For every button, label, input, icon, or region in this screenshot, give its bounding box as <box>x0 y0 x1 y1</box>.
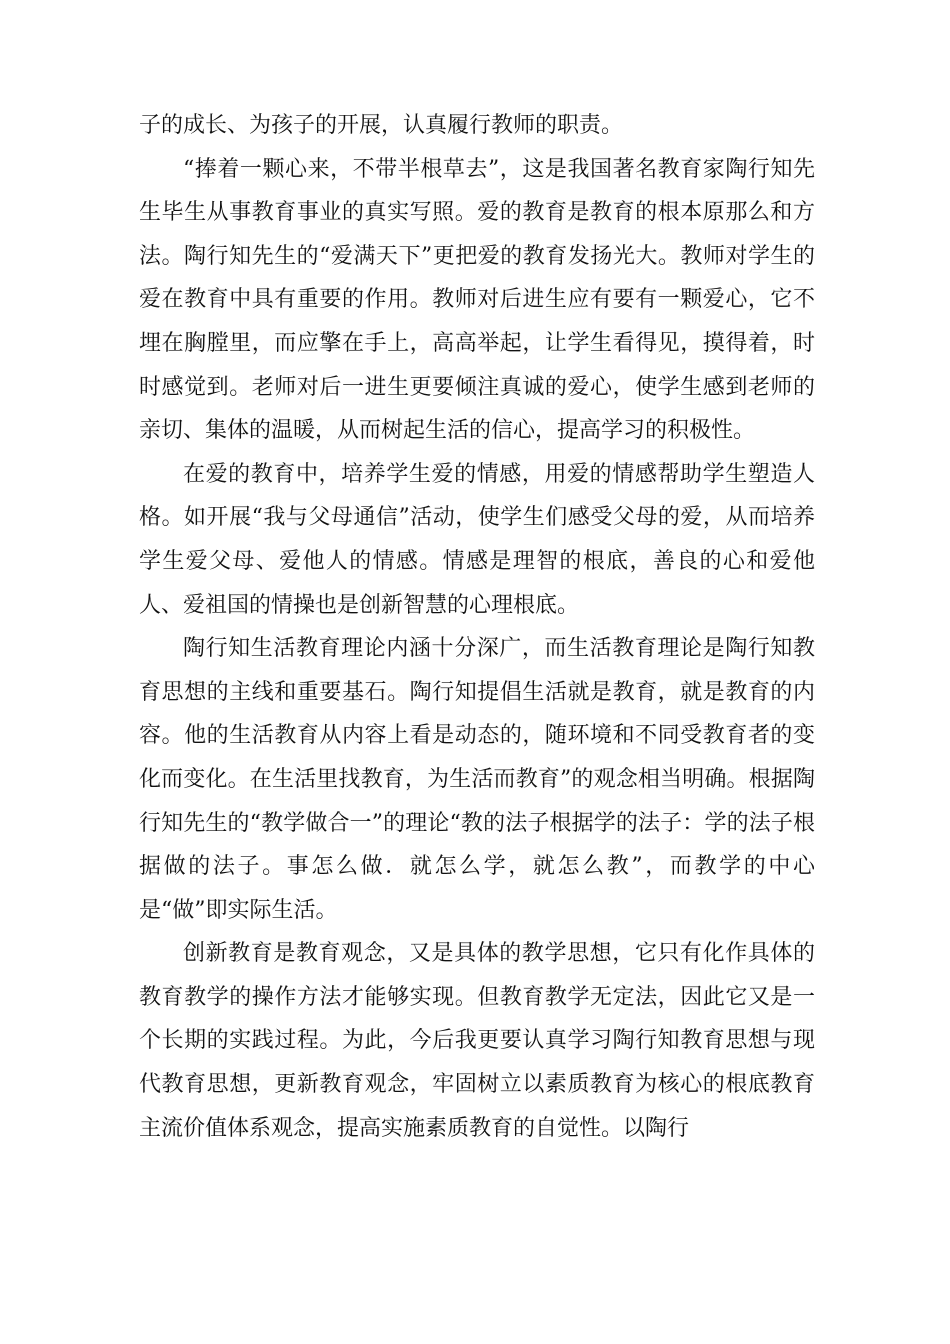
document-body <box>139 104 815 1150</box>
paragraph-life-education: 陶行知生活教育理论内涵十分深广，而生活教育理论是陶行知教育思想的主线和重要基石。陶行知提倡生活就是教育，就是教育的内容。他的生活教育从内容上看是动态的，随环境和不同受教育者的变化而变化。在生活里找教育，为生活而教育”的观念相当明确。根据陶行知先生的“教学做合一”的理论“教的法子根据学的法子：学的法子根据做的法子。事怎么做．就怎么学，就怎么教”，而教学的中心是“做”即实际生活。 <box>139 636 815 923</box>
paragraph-continuation: 子的成长、为孩子的开展，认真履行教师的职责。 <box>139 113 624 138</box>
paragraph-love-education: 在爱的教育中，培养学生爱的情感，用爱的情感帮助学生塑造人格。如开展“我与父母通信”活动，使学生们感受父母的爱，从而培养学生爱父母、爱他人的情感。情感是理智的根底，善良的心和爱他人、爱祖国的情操也是创新智慧的心理根底。 <box>139 461 815 618</box>
paragraph-tao-xingzhi-love: “捧着一颗心来，不带半根草去”，这是我国著名教育家陶行知先生毕生从事教育事业的真实写照。爱的教育是教育的根本原那么和方法。陶行知先生的“爱满天下”更把爱的教育发扬光大。教师对学生的爱在教育中具有重要的作用。教师对后进生应有要有一颗爱心，它不埋在胸膛里，而应擎在手上，高高举起，让学生看得见，摸得着，时时感觉到。老师对后一进生更要倾注真诚的爱心，使学生感到老师的亲切、集体的温暖，从而树起生活的信心，提高学习的积极性。 <box>139 156 815 444</box>
paragraph-innovation-education: 创新教育是教育观念，又是具体的教学思想，它只有化作具体的教育教学的操作方法才能够实现。但教育教学无定法，因此它又是一个长期的实践过程。为此，今后我更要认真学习陶行知教育思想与现代教育思想，更新教育观念，牢固树立以素质教育为核心的根底教育主流价值体系观念，提高实施素质教育的自觉性。以陶行 <box>139 941 815 1141</box>
